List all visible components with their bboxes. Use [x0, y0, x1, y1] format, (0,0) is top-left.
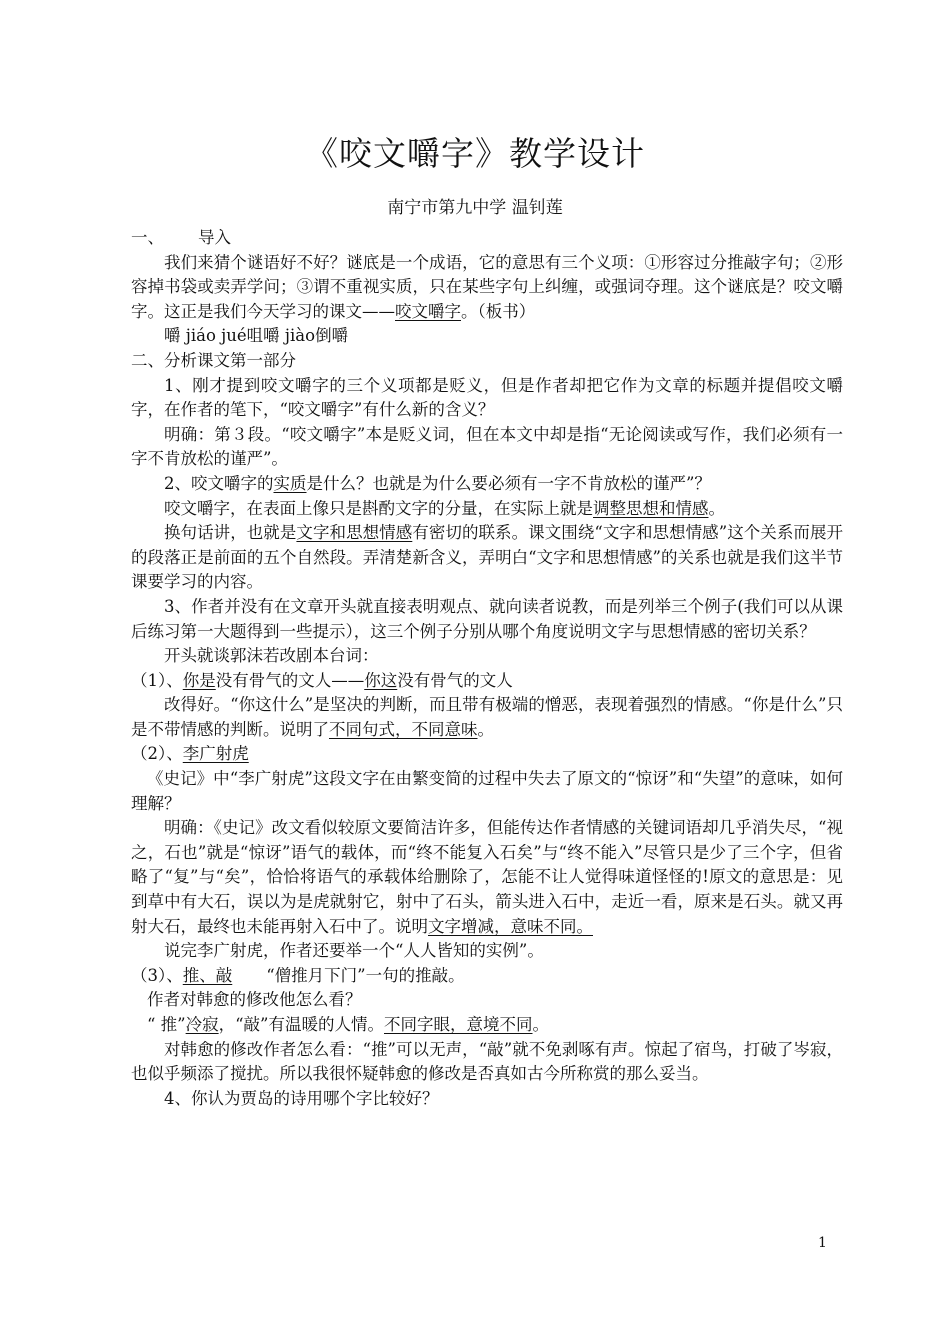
example-2-question: 《史记》中“李广射虎”这段文字在由繁变简的过程中失去了原文的“惊讶”和“失望”的意味，如何理解？: [131, 769, 843, 813]
section-heading-intro: 一、 导入: [131, 228, 231, 247]
paragraph-riddle: 我们来猜个谜语好不好？谜底是一个成语，它的意思有三个义项：①形容过分推敲字句；②形容掉书袋或卖弄学问；③谓不重视实质，只在某些字句上纠缠，或强词夺理。这个谜底是？咬文嚼字。这正是我们今天学习的课文——咬文嚼字。（板书）: [131, 252, 843, 321]
example-3-answer: “ 推”冷寂，“敲”有温暖的人情。不同字眼，意境不同。: [147, 1015, 549, 1034]
question-3: 3、作者并没有在文章开头就直接表明观点、就向读者说教，而是列举三个例子(我们可以从课后练习第一大题得到一些提示），这三个例子分别从哪个角度说明文字与思想情感的密切关系？: [131, 596, 843, 641]
author-line: 南宁市第九中学 温钊莲: [387, 198, 563, 218]
example-1-comment: 改得好。“你这什么”是坚决的判断，而且带有极端的憎恶，表现着强烈的情感。“你是什么”只是不带情感的判断。说明了不同句式，不同意味。: [131, 695, 843, 739]
question-1: 1、刚才提到咬文嚼字的三个义项都是贬义，但是作者却把它作为文章的标题并提倡咬文嚼字，在作者的笔下，“咬文嚼字”有什么新的含义？: [131, 375, 843, 420]
example-1: （1）、你是没有骨气的文人——你这没有骨气的文人: [131, 670, 513, 690]
document-body: [131, 226, 843, 1111]
pinyin-line: 嚼 jiáo jué咀嚼 jiào倒嚼: [164, 326, 349, 346]
page-title: 《咬文嚼字》教学设计: [305, 134, 645, 173]
example-2-conclusion: 说完李广射虎，作者还要举一个“人人皆知的实例”。: [164, 941, 544, 961]
example-2: （2）、李广射虎: [131, 744, 249, 764]
example-3: （3）、推、敲 “僧推月下门”一句的推敲。: [131, 965, 465, 985]
page-number: 1: [818, 1235, 827, 1251]
question-2: 2、咬文嚼字的实质是什么？也就是为什么要必须有一字不肯放松的谨严”？: [164, 473, 711, 493]
section-heading-analysis: 二、分析课文第一部分: [131, 350, 296, 370]
answer-2: 咬文嚼字，在表面上像只是斟酌文字的分量，在实际上就是调整思想和情感。: [164, 498, 725, 518]
question-4: 4、你认为贾岛的诗用哪个字比较好？: [164, 1088, 439, 1108]
example-3-question: 作者对韩愈的修改他怎么看？: [147, 990, 362, 1010]
answer-2-continued: 换句话讲，也就是文字和思想情感有密切的联系。课文围绕“文字和思想情感”这个关系而展开的段落正是前面的五个自然段。弄清楚新含义，弄明白“文字和思想情感”的关系也就是我们这半节课要学习的内容。: [131, 523, 844, 592]
example-3-commentary: 对韩愈的修改作者怎么看：“推”可以无声，“敲”就不免剥啄有声。惊起了宿鸟，打破了岑寂，也似乎频添了搅扰。所以我很怀疑韩愈的修改是否真如古今所称赏的那么妥当。: [131, 1039, 843, 1084]
paragraph-guo-moruo: 开头就谈郭沫若改剧本台词：: [164, 646, 379, 666]
answer-1: 明确：第３段。“咬文嚼字”本是贬义词，但在本文中却是指“无论阅读或写作，我们必须有一字不肯放松的谨严”。: [131, 424, 843, 469]
example-2-answer: 明确：《史记》改文看似较原文要简洁许多，但能传达作者情感的关键词语却几乎消失尽，“视之，石也”就是“惊讶”语气的载体，而“终不能复入石矣”与“终不能入”尽管只是少了三个字，但省略了“复”与“矣”，恰恰将语气的承载体给删除了，怎能不让人觉得味道怪怪的!原文的意思是：见到草中有大石，误以为是虎就射它，射中了石头，箭头进入石中，走近一看，原来是石头。就又再射大石，最终也未能再射入石中了。说明文字增减，意味不同。: [131, 818, 843, 936]
